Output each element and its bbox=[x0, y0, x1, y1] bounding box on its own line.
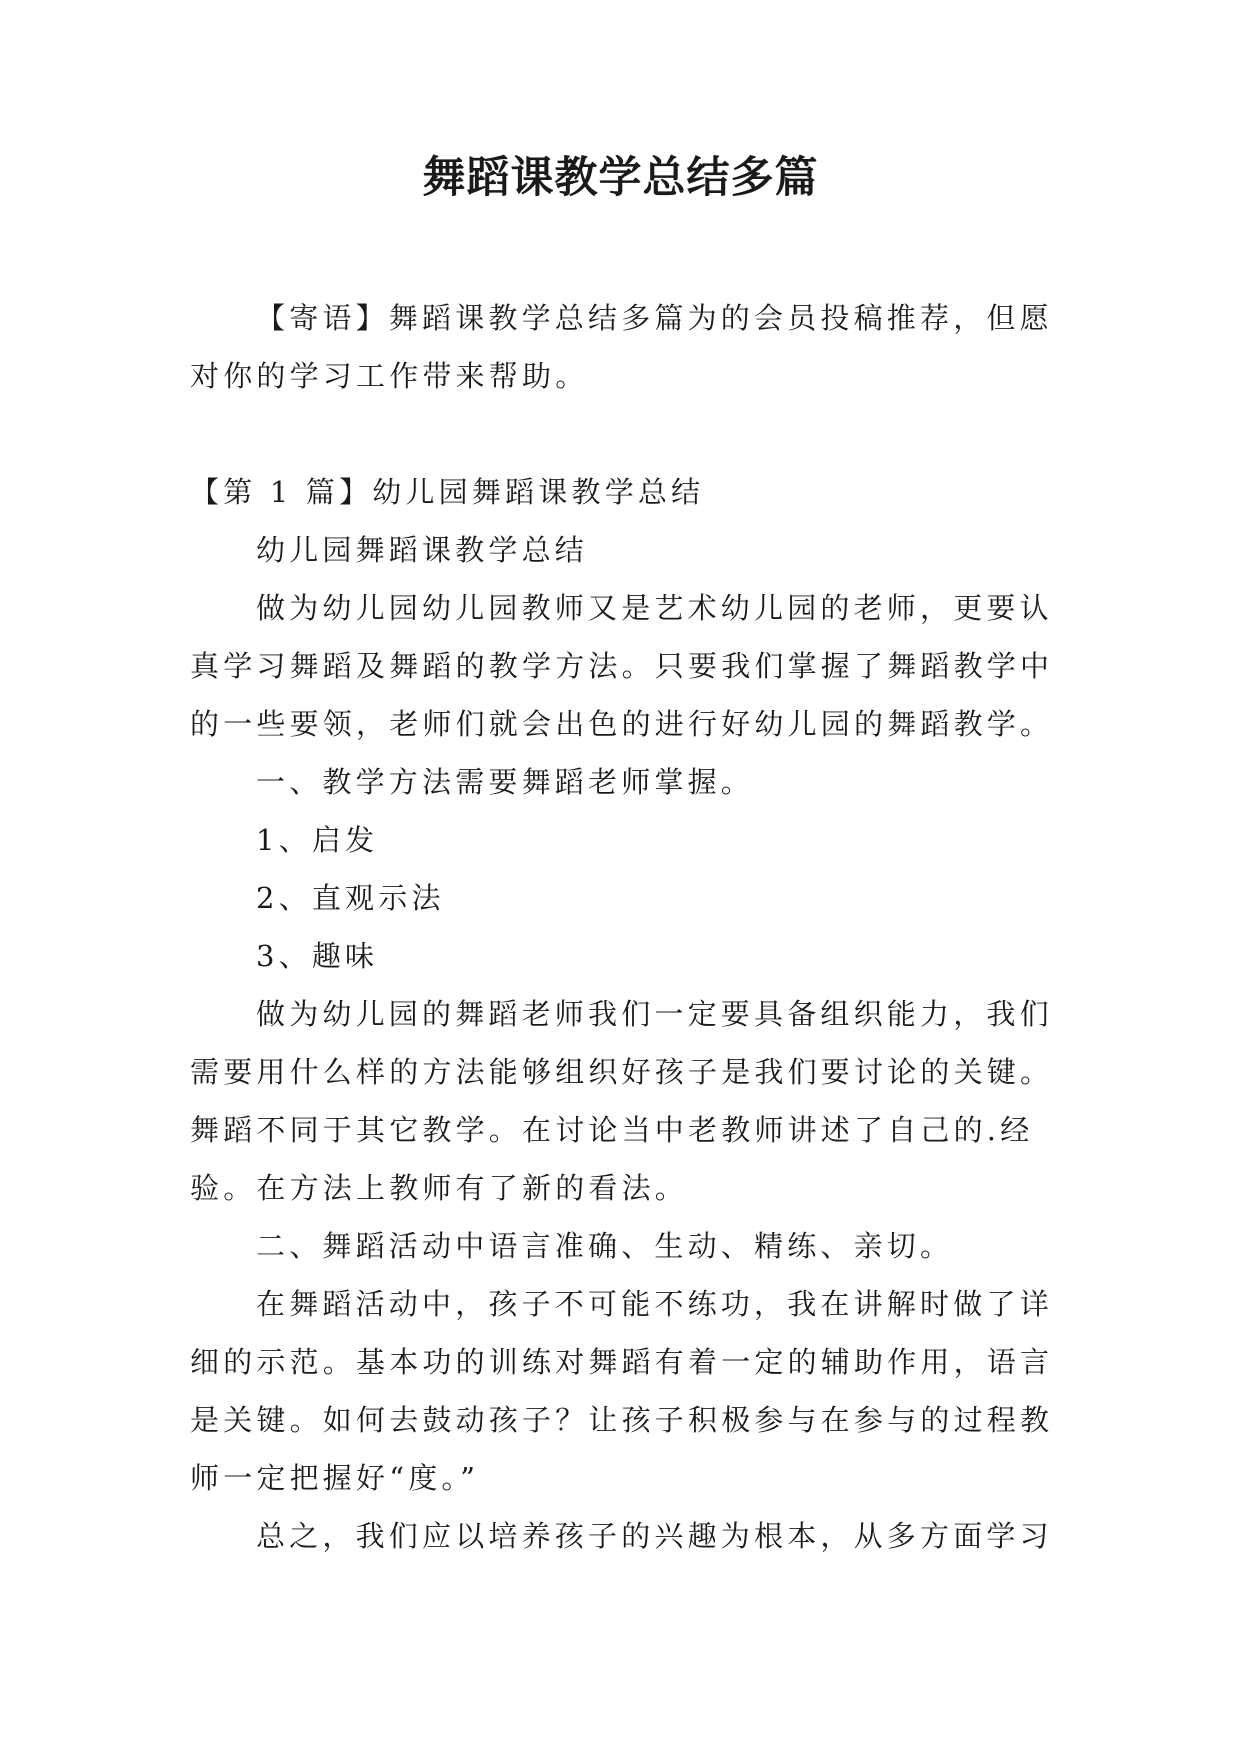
article-title: 幼儿园舞蹈课教学总结 bbox=[256, 533, 589, 567]
section-heading: 【第 1 篇】幼儿园舞蹈课教学总结 bbox=[190, 475, 705, 509]
list-item: 2、直观示法 bbox=[256, 881, 445, 915]
list-item: 1、启发 bbox=[256, 823, 379, 857]
paragraph-line: 验。在方法上教师有了新的看法。 bbox=[190, 1171, 689, 1205]
paragraph-line: 在舞蹈活动中，孩子不可能不练功，我在讲解时做了详 bbox=[256, 1287, 1053, 1321]
paragraph-line: 的一些要领，老师们就会出色的进行好幼儿园的舞蹈教学。 bbox=[190, 707, 1054, 741]
foreword-line-2: 对你的学习工作带来帮助。 bbox=[190, 359, 589, 393]
paragraph-line: 师一定把握好“度。” bbox=[190, 1461, 480, 1495]
subheading: 一、教学方法需要舞蹈老师掌握。 bbox=[256, 765, 755, 799]
paragraph-line: 真学习舞蹈及舞蹈的教学方法。只要我们掌握了舞蹈教学中 bbox=[190, 649, 1054, 683]
document-title: 舞蹈课教学总结多篇 bbox=[422, 153, 819, 203]
paragraph-line: 是关键。如何去鼓动孩子？让孩子积极参与在参与的过程教 bbox=[190, 1403, 1054, 1437]
paragraph-line: 细的示范。基本功的训练对舞蹈有着一定的辅助作用，语言 bbox=[190, 1345, 1054, 1379]
paragraph-line: 做为幼儿园幼儿园教师又是艺术幼儿园的老师，更要认 bbox=[256, 591, 1053, 625]
paragraph-line: 需要用什么样的方法能够组织好孩子是我们要讨论的关键。 bbox=[190, 1055, 1054, 1089]
foreword-line-1: 【寄语】舞蹈课教学总结多篇为的会员投稿推荐，但愿 bbox=[256, 301, 1053, 335]
list-item: 3、趣味 bbox=[256, 939, 379, 973]
subheading: 二、舞蹈活动中语言准确、生动、精练、亲切。 bbox=[256, 1229, 954, 1263]
paragraph-line: 做为幼儿园的舞蹈老师我们一定要具备组织能力，我们 bbox=[256, 997, 1053, 1031]
paragraph-line: 舞蹈不同于其它教学。在讨论当中老教师讲述了自己的.经 bbox=[190, 1113, 1034, 1147]
paragraph-line: 总之，我们应以培养孩子的兴趣为根本，从多方面学习 bbox=[256, 1519, 1053, 1553]
